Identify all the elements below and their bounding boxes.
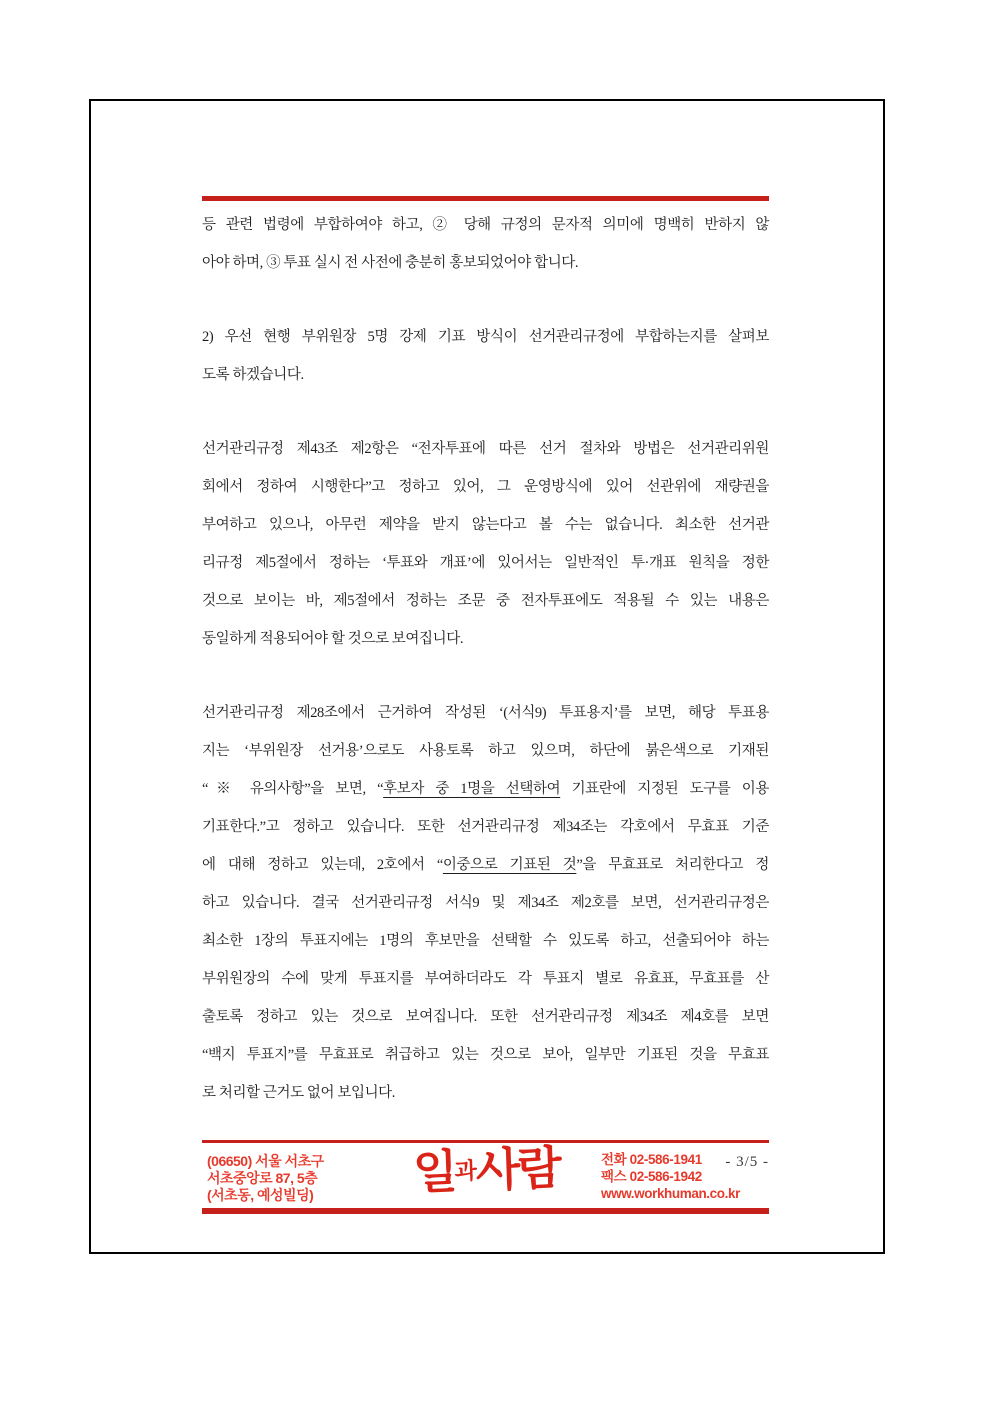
text-line (202, 922, 769, 960)
text-segment: 로 처리할 근거도 없어 보입니다. (202, 1085, 396, 1101)
logo-text-part: 일 (411, 1146, 456, 1199)
text-segment: 동일하게 적용되어야 할 것으로 보여집니다. (202, 631, 464, 647)
logo-text-part: 사람 (474, 1142, 560, 1197)
text-segment: 회에서 정하여 시행한다”고 정하고 있어, 그 운영방식에 있어 선관위에 재량권을 (202, 479, 769, 495)
text-segment: 선거관리규정 제43조 제2항은 “전자투표에 따른 선거 절차와 방법은 선거관리위원 (202, 441, 769, 457)
logo-text-part: 과 (453, 1158, 476, 1185)
footer-address-line: (06650) 서울 서초구 (207, 1153, 324, 1169)
text-line (202, 356, 769, 394)
footer-fax: 팩스 02-586-1942 (601, 1169, 702, 1184)
paragraph (202, 206, 769, 282)
text-segment: 부여하고 있으나, 아무런 제약을 받지 않는다고 볼 수는 없습니다. 최소한 선거관 (202, 517, 769, 533)
footer-top-rule (202, 1140, 769, 1143)
underlined-text: 후보자 중 1명을 선택하여 (383, 781, 561, 797)
text-segment: 것으로 보이는 바, 제5절에서 정하는 조문 중 전자투표에도 적용될 수 있는 내용은 (202, 593, 769, 609)
text-line (202, 244, 769, 282)
text-line (202, 694, 769, 732)
paragraph (202, 694, 769, 1112)
text-line (202, 468, 769, 506)
text-line (202, 506, 769, 544)
page-number: - 3/5 - (725, 1154, 769, 1170)
text-segment: “※ 유의사항”을 보면, “ (202, 781, 384, 797)
underlined-text: 이중으로 기표된 것 (442, 857, 577, 873)
footer-website: www.workhuman.co.kr (601, 1186, 740, 1201)
text-line (202, 620, 769, 658)
text-segment: 아야 하며, ③ 투표 실시 전 사전에 충분히 홍보되었어야 합니다. (202, 255, 579, 271)
text-line (202, 884, 769, 922)
text-segment: ”을 무효표로 처리한다고 정 (576, 857, 769, 873)
text-line (202, 582, 769, 620)
text-segment: 기표란에 지정된 도구를 이용 (560, 781, 769, 797)
header-rule (202, 196, 769, 201)
company-logo (412, 1141, 559, 1200)
text-segment: 등 관련 법령에 부합하여야 하고, ② 당해 규정의 문자적 의미에 명백히 반하지 않 (202, 217, 769, 233)
text-line (202, 770, 769, 808)
text-segment: 출토록 정하고 있는 것으로 보여집니다. 또한 선거관리규정 제34조 제4호를 보면 (202, 1009, 769, 1025)
text-line (202, 430, 769, 468)
text-segment: 선거관리규정 제28조에서 근거하여 작성된 ‘(서식9) 투표용지’를 보면, 해당 투표용 (202, 705, 769, 721)
document-body (202, 206, 769, 1148)
text-segment: 에 대해 정하고 있는데, 2호에서 “ (202, 857, 443, 873)
text-line (202, 732, 769, 770)
text-segment: 하고 있습니다. 결국 선거관리규정 서식9 및 제34조 제2호를 보면, 선거관리규정은 (202, 895, 769, 911)
paragraph (202, 430, 769, 658)
text-line (202, 206, 769, 244)
text-segment: 리규정 제5절에서 정하는 ‘투표와 개표’에 있어서는 일반적인 투·개표 원칙을 정한 (202, 555, 769, 571)
text-line (202, 846, 769, 884)
footer-address-block (207, 1153, 324, 1204)
page-border-box (89, 99, 885, 1254)
footer-phone: 전화 02-586-1941 (601, 1152, 702, 1167)
text-line (202, 998, 769, 1036)
text-segment: 도록 하겠습니다. (202, 367, 304, 383)
text-segment: “백지 투표지”를 무효표로 취급하고 있는 것으로 보아, 일부만 기표된 것을 무효표 (202, 1047, 769, 1063)
text-line (202, 960, 769, 998)
footer-address-line: (서초동, 예성빌딩) (207, 1187, 314, 1203)
text-line (202, 544, 769, 582)
text-line (202, 808, 769, 846)
footer-address-line: 서초중앙로 87, 5층 (207, 1170, 318, 1186)
text-line (202, 1074, 769, 1112)
text-segment: 기표한다.”고 정하고 있습니다. 또한 선거관리규정 제34조는 각호에서 무효표 기준 (202, 819, 769, 835)
text-segment: 부위원장의 수에 맞게 투표지를 부여하더라도 각 투표지 별로 유효표, 무효표를 산 (202, 971, 769, 987)
footer-bottom-rule (202, 1208, 769, 1214)
text-line (202, 1036, 769, 1074)
paragraph (202, 318, 769, 394)
footer-contact-block (601, 1151, 740, 1202)
page-footer (202, 1140, 769, 1214)
text-line (202, 318, 769, 356)
text-segment: 2) 우선 현행 부위원장 5명 강제 기표 방식이 선거관리규정에 부합하는지를 살펴보 (202, 329, 769, 345)
text-segment: 지는 ‘부위원장 선거용’으로도 사용토록 하고 있으며, 하단에 붉은색으로 기재된 (202, 743, 769, 759)
text-segment: 최소한 1장의 투표지에는 1명의 후보만을 선택할 수 있도록 하고, 선출되어야 하는 (202, 933, 769, 949)
